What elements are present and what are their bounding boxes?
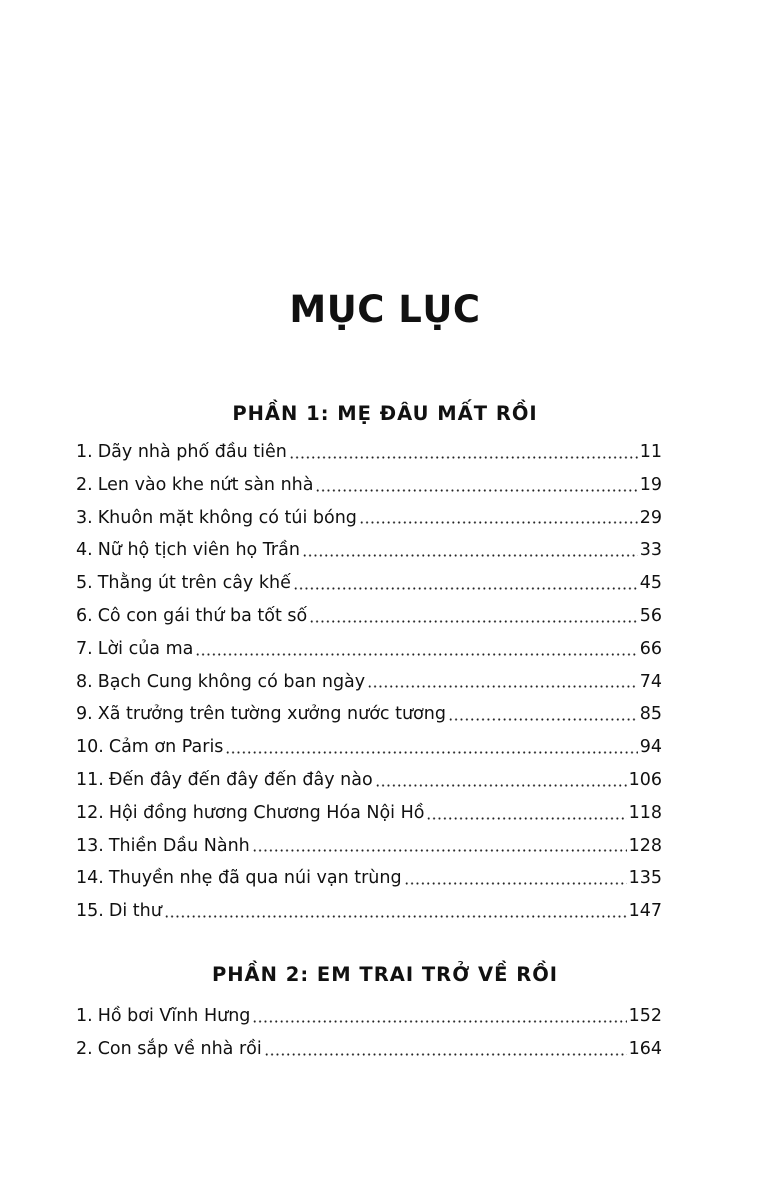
part-2-entry-list <box>76 1000 662 1066</box>
toc-entry-number: 9. <box>76 704 93 725</box>
toc-entry-title: Cảm ơn Paris <box>108 737 224 758</box>
toc-entry <box>76 633 662 666</box>
toc-entry-number: 1. <box>76 1006 93 1026</box>
toc-entry-title: Len vào khe nứt sàn nhà <box>97 474 314 495</box>
toc-entry-number: 3. <box>76 507 93 528</box>
toc-entry <box>76 1033 662 1066</box>
toc-entry-title: Nữ hộ tịch viên họ Trần <box>97 540 300 561</box>
toc-entry-title: Di thư <box>108 901 162 922</box>
dot-leader <box>315 489 637 492</box>
toc-entry-page-number: 74 <box>639 671 662 692</box>
page-title: MỤC LỤC <box>289 288 481 331</box>
toc-entry-number: 14. <box>76 868 104 889</box>
toc-entry-page-number: 106 <box>628 769 662 790</box>
toc-entry-title: Bạch Cung không có ban ngày <box>97 671 366 692</box>
toc-entry-page-number: 164 <box>628 1038 662 1059</box>
toc-entry-title: Lời của ma <box>97 638 194 659</box>
toc-entry-page-number: 29 <box>639 507 662 528</box>
part-1-heading: PHẦN 1: MẸ ĐÂU MẤT RỒI <box>232 402 538 425</box>
toc-entry-number: 8. <box>76 671 93 692</box>
toc-entry-page-number: 11 <box>639 442 662 462</box>
toc-entry-number: 15. <box>76 901 104 922</box>
toc-entry-page-number: 33 <box>639 540 662 561</box>
dot-leader <box>293 587 638 590</box>
toc-entry <box>76 764 662 797</box>
toc-entry-page-number: 118 <box>628 802 662 823</box>
toc-entry <box>76 862 662 895</box>
toc-entry-number: 2. <box>76 474 93 495</box>
toc-entry <box>76 731 662 764</box>
toc-entry <box>76 1000 662 1033</box>
dot-leader <box>448 718 638 721</box>
toc-entry-title: Thuyền nhẹ đã qua núi vạn trùng <box>108 868 402 889</box>
toc-entry-page-number: 45 <box>639 573 662 594</box>
toc-entry-page-number: 152 <box>628 1006 662 1026</box>
toc-entry <box>76 600 662 633</box>
toc-entry <box>76 895 662 928</box>
toc-entry-number: 5. <box>76 573 93 594</box>
toc-entry-number: 12. <box>76 802 104 823</box>
toc-entry-page-number: 56 <box>639 605 662 626</box>
toc-entry-number: 4. <box>76 540 93 561</box>
toc-entry-page-number: 66 <box>639 638 662 659</box>
toc-entry-number: 11. <box>76 769 104 790</box>
dot-leader <box>252 1020 626 1023</box>
toc-entry <box>76 534 662 567</box>
toc-entry-number: 2. <box>76 1038 93 1059</box>
dot-leader <box>302 554 638 557</box>
toc-entry-page-number: 135 <box>628 868 662 889</box>
toc-entry <box>76 797 662 830</box>
toc-entry-number: 10. <box>76 737 104 758</box>
toc-entry <box>76 830 662 863</box>
dot-leader <box>426 817 626 820</box>
toc-entry <box>76 698 662 731</box>
toc-entry-page-number: 147 <box>628 901 662 922</box>
toc-entry-number: 13. <box>76 835 104 856</box>
toc-entry <box>76 666 662 699</box>
dot-leader <box>367 685 638 688</box>
dot-leader <box>404 882 627 885</box>
dot-leader <box>252 849 627 852</box>
toc-entry-page-number: 128 <box>628 835 662 856</box>
toc-entry-page-number: 94 <box>639 737 662 758</box>
toc-entry <box>76 567 662 600</box>
toc-entry-title: Con sắp về nhà rồi <box>97 1038 262 1059</box>
toc-entry-title: Xã trưởng trên tường xưởng nước tương <box>97 704 446 725</box>
toc-entry <box>76 469 662 502</box>
dot-leader <box>164 915 627 918</box>
part-2-heading: PHẦN 2: EM TRAI TRỞ VỀ RỒI <box>211 963 559 986</box>
toc-entry-title: Thiền Dầu Nành <box>108 835 250 856</box>
toc-entry-title: Thằng út trên cây khế <box>97 573 291 594</box>
toc-entry-number: 6. <box>76 605 93 626</box>
dot-leader <box>195 653 637 656</box>
toc-entry-number: 1. <box>76 442 93 462</box>
toc-entry-title: Hội đồng hương Chương Hóa Nội Hồ <box>108 802 425 823</box>
dot-leader <box>225 751 637 754</box>
dot-leader <box>309 620 637 623</box>
toc-entry-page-number: 19 <box>639 474 662 495</box>
toc-entry-title: Hồ bơi Vĩnh Hưng <box>97 1006 251 1026</box>
dot-leader <box>375 784 627 787</box>
toc-entry-title: Cô con gái thứ ba tốt số <box>97 605 308 626</box>
toc-entry <box>76 502 662 535</box>
dot-leader <box>289 456 638 459</box>
toc-entry <box>76 436 662 469</box>
toc-entry-title: Dãy nhà phố đầu tiên <box>97 442 287 462</box>
part-1-entry-list <box>76 436 662 928</box>
dot-leader <box>359 521 638 524</box>
toc-entry-title: Đến đây đến đây đến đây nào <box>108 769 373 790</box>
toc-entry-number: 7. <box>76 638 93 659</box>
dot-leader <box>264 1053 627 1056</box>
toc-entry-page-number: 85 <box>639 704 662 725</box>
toc-entry-title: Khuôn mặt không có túi bóng <box>97 507 357 528</box>
